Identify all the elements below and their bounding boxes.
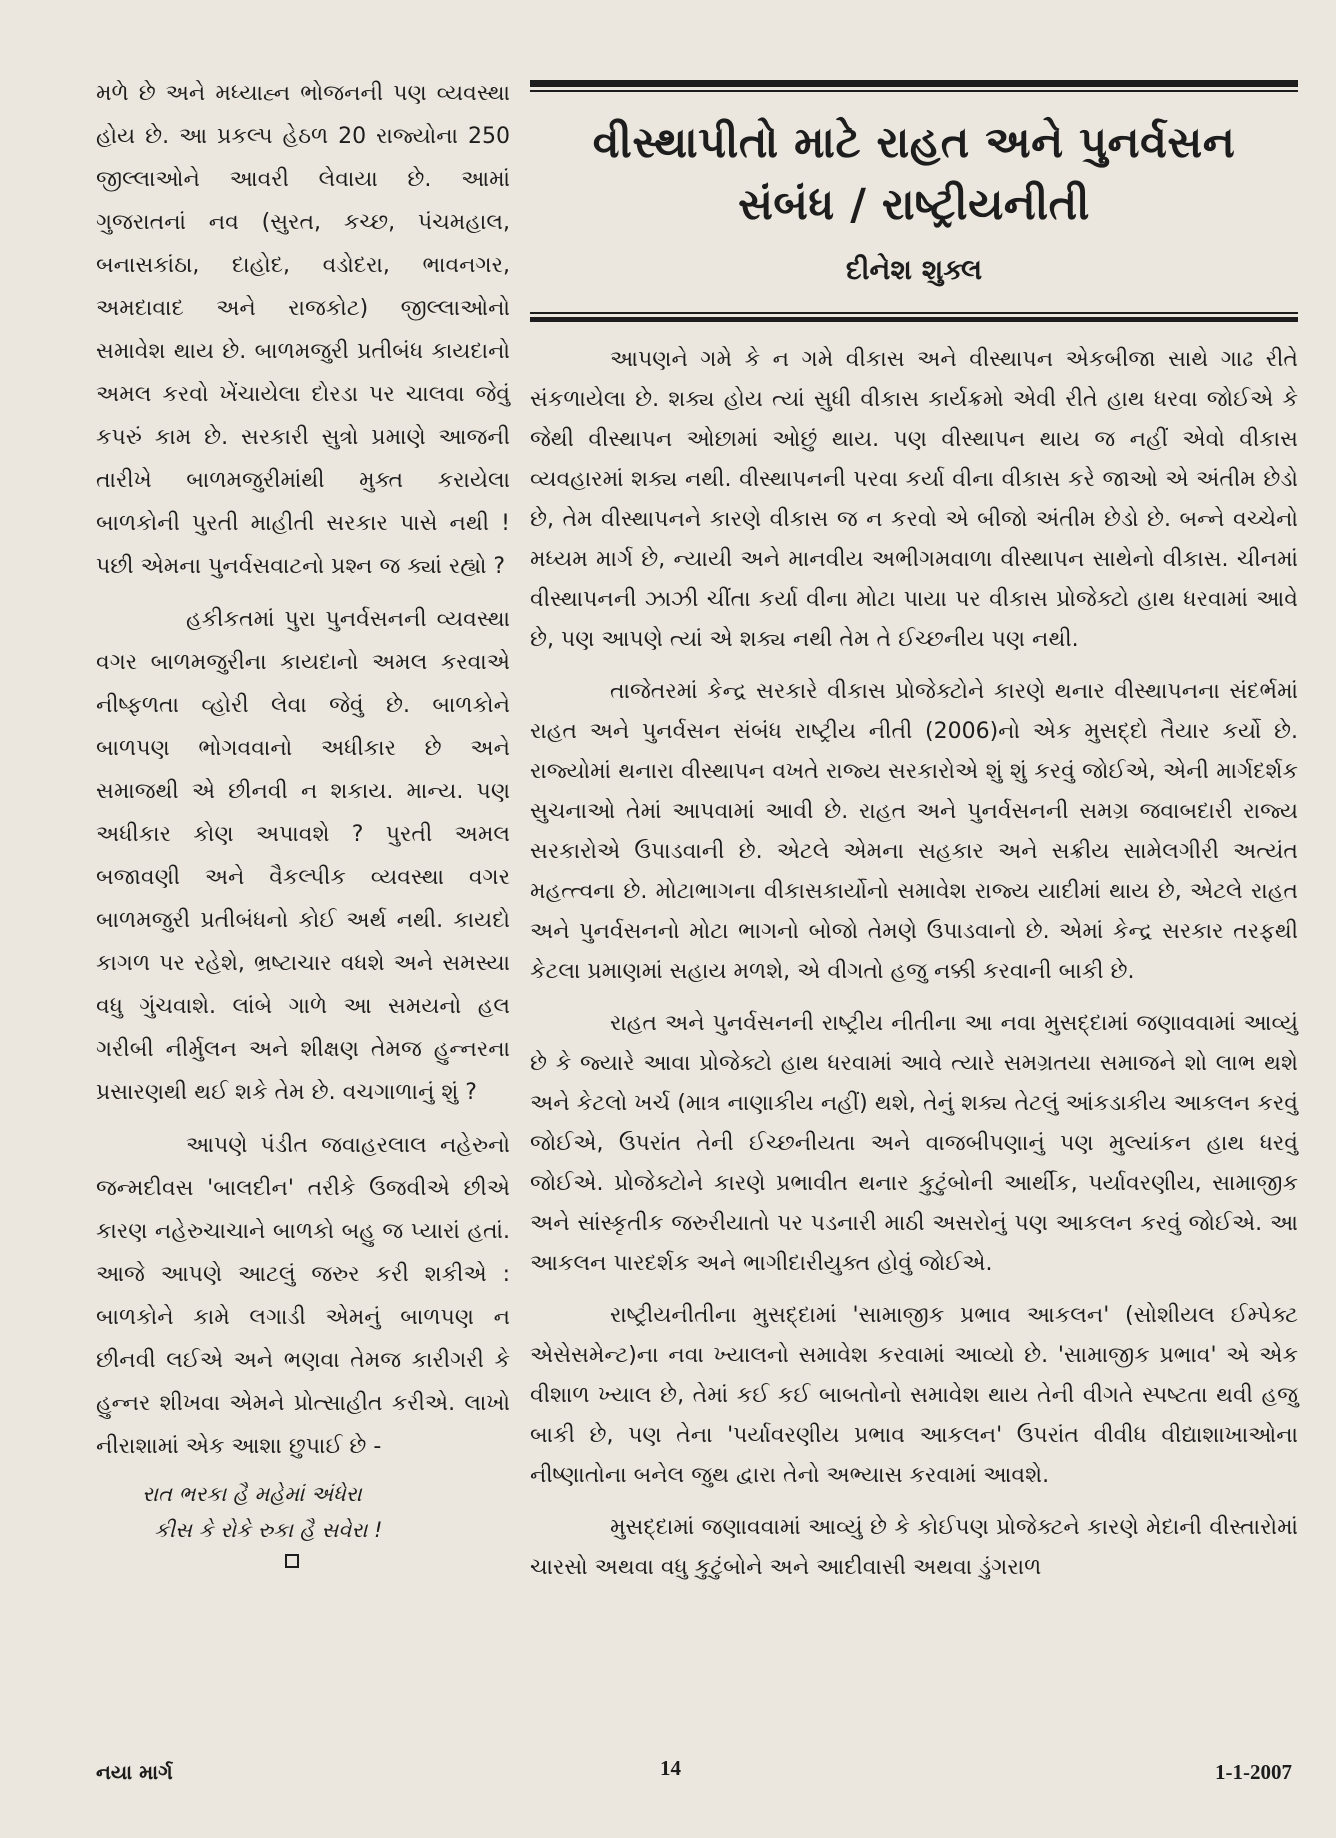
left-paragraph-3: આપણે પંડીત જવાહરલાલ નહેરુનો જન્મદીવસ 'બાલદીન' તરીકે ઉજવીએ છીએ કારણ નહેરુચાચાને બાળકો બહુ જ પ્યારાં હતાં. આજે આપણે આટલું જરુર કરી શકીએ : બાળકોને કામે લગાડી એમનું બાળપણ ન છીનવી લઈએ અને ભણવા તેમજ કારીગરી કે હુન્નર શીખવા એમને પ્રોત્સાહીત કરીએ. લાખો નીરાશામાં એક આશા છુપાઈ છે - bbox=[96, 1133, 510, 1459]
issue-date: 1-1-2007 bbox=[1215, 1760, 1292, 1784]
left-paragraph-1: મળે છે અને મધ્યાહ્ન ભોજનની પણ વ્યવસ્થા હોય છે. આ પ્રકલ્પ હેઠળ 20 રાજ્યોના 250 જીલ્લાઓને આવરી લેવાયા છે. આમાં ગુજરાતનાં નવ (સુરત, કચ્છ, પંચમહાલ, બનાસકાંઠા, દાહોદ, વડોદરા, ભાવનગર, અમદાવાદ અને રાજકોટ) જીલ્લાઓનો સમાવેશ થાય છે. બાળમજુરી પ્રતીબંધ કાયદાનો અમલ કરવો ખેંચાયેલા દોરડા પર ચાલવા જેવું કપરું કામ છે. સરકારી સુત્રો પ્રમાણે આજની તારીખે બાળમજુરીમાંથી મુક્ત કરાયેલા બાળકોની પુરતી માહીતી સરકાર પાસે નથી ! પછી એમના પુનર્વસવાટનો પ્રશ્ન જ ક્યાં રહ્યો ? bbox=[96, 81, 510, 579]
top-rule-thin bbox=[530, 90, 1298, 92]
left-column bbox=[96, 72, 510, 1568]
poem-line-1: રાત ભરકા હૈ મહેમાં અંધેરા bbox=[142, 1482, 362, 1506]
bottom-rule-thick bbox=[530, 317, 1298, 322]
article-paragraph-2: તાજેતરમાં કેન્દ્ર સરકારે વીકાસ પ્રોજેક્ટોને કારણે થનાર વીસ્થાપનના સંદર્ભમાં રાહત અને પુનર્વસન સંબંધ રાષ્ટ્રીય નીતી (2006)નો એક મુસદ્દો તૈયાર કર્યો છે. રાજ્યોમાં થનારા વીસ્થાપન વખતે રાજ્ય સરકારોએ શું શું કરવું જોઈએ, એની માર્ગદર્શક સુચનાઓ તેમાં આપવામાં આવી છે. રાહત અને પુનર્વસનની સમગ્ર જવાબદારી રાજ્ય સરકારોએ ઉપાડવાની છે. એટલે એમના સહકાર અને સક્રીય સામેલગીરી અત્યંત મહત્ત્વના છે. મોટાભાગના વીકાસકાર્યોનો સમાવેશ રાજ્ય યાદીમાં થાય છે, એટલે રાહત અને પુનર્વસનનો મોટા ભાગનો બોજો તેમણે ઉપાડવાનો છે. એમાં કેન્દ્ર સરકાર તરફથી કેટલા પ્રમાણમાં સહાય મળશે, એ વીગતો હજુ નક્કી કરવાની બાકી છે. bbox=[530, 679, 1298, 984]
article bbox=[530, 80, 1298, 1588]
top-rule-thick bbox=[530, 80, 1298, 87]
left-paragraph-2: હકીકતમાં પુરા પુનર્વસનની વ્યવસ્થા વગર બાળમજુરીના કાયદાનો અમલ કરવાએ નીષ્ફળતા વ્હોરી લેવા જેવું છે. બાળકોને બાળપણ ભોગવવાનો અધીકાર છે અને સમાજથી એ છીનવી ન શકાય. માન્ય. પણ અધીકાર કોણ અપાવશે ? પુરતી અમલ બજાવણી અને વૈકલ્પીક વ્યવસ્થા વગર બાળમજુરી પ્રતીબંધનો કોઈ અર્થ નથી. કાયદો કાગળ પર રહેશે, ભ્રષ્ટાચાર વધશે અને સમસ્યા વધુ ગુંચવાશે. લાંબે ગાળે આ સમયનો હલ ગરીબી નીર્મુલન અને શીક્ષણ તેમજ હુન્નરના પ્રસારણથી થઈ શકે તેમ છે. વચગાળાનું શું ? bbox=[96, 607, 510, 1105]
poem-line-2: કીસ કે રોકે રુકા હૈ સવેરા ! bbox=[154, 1518, 383, 1542]
bottom-rule-thin bbox=[530, 312, 1298, 314]
article-title-line-1: વીસ્થાપીતો માટે રાહત અને પુનર્વસન bbox=[592, 118, 1236, 168]
publication-name: નયા માર્ગ bbox=[96, 1760, 173, 1784]
poem bbox=[96, 1476, 510, 1548]
article-title bbox=[530, 112, 1298, 236]
end-square-icon bbox=[285, 1554, 299, 1568]
article-author: દીનેશ શુક્લ bbox=[845, 253, 983, 286]
article-body bbox=[530, 340, 1298, 1588]
page-number: 14 bbox=[660, 1756, 681, 1780]
article-paragraph-1: આપણને ગમે કે ન ગમે વીકાસ અને વીસ્થાપન એકબીજા સાથે ગાઢ રીતે સંકળાયેલા છે. શક્ય હોય ત્યાં સુધી વીકાસ કાર્યક્રમો એવી રીતે હાથ ધરવા જોઈએ કે જેથી વીસ્થાપન ઓછામાં ઓછું થાય. પણ વીસ્થાપન થાય જ નહીં એવો વીકાસ વ્યવહારમાં શક્ય નથી. વીસ્થાપનની પરવા કર્યા વીના વીકાસ કરે જાઓ એ અંતીમ છેડો છે, તેમ વીસ્થાપનને કારણે વીકાસ જ ન કરવો એ બીજો અંતીમ છેડો છે. બન્ને વચ્ચેનો મધ્યમ માર્ગ છે, ન્યાયી અને માનવીય અભીગમવાળા વીસ્થાપન સાથેનો વીકાસ. ચીનમાં વીસ્થાપનની ઝાઝી ચીંતા કર્યા વીના મોટા પાયા પર વીકાસ પ્રોજેક્ટો હાથ ધરવામાં આવે છે, પણ આપણે ત્યાં એ શક્ય નથી તેમ તે ઈચ્છનીય પણ નથી. bbox=[530, 347, 1298, 652]
article-paragraph-3: રાહત અને પુનર્વસનની રાષ્ટ્રીય નીતીના આ નવા મુસદ્દામાં જણાવવામાં આવ્યું છે કે જ્યારે આવા પ્રોજેક્ટો હાથ ધરવામાં આવે ત્યારે સમગ્રતયા સમાજને શો લાભ થશે અને કેટલો ખર્ચ (માત્ર નાણાકીય નહીં) થશે, તેનું શક્ય તેટલું આંકડાકીય આકલન કરવું જોઈએ, ઉપરાંત તેની ઈચ્છનીયતા અને વાજબીપણાનું પણ મુલ્યાંકન હાથ ધરવું જોઈએ. પ્રોજેક્ટોને કારણે પ્રભાવીત થનાર કુટુંબોની આર્થીક, પર્યાવરણીય, સામાજીક અને સાંસ્કૃતીક જરુરીયાતો પર પડનારી માઠી અસરોનું પણ આકલન કરવું જોઈએ. આ આકલન પારદર્શક અને ભાગીદારીયુક્ત હોવું જોઈએ. bbox=[530, 1011, 1298, 1276]
article-title-line-2: સંબંધ / રાષ્ટ્રીયનીતી bbox=[738, 180, 1090, 230]
article-paragraph-5: મુસદ્દામાં જણાવવામાં આવ્યું છે કે કોઈપણ પ્રોજેક્ટને કારણે મેદાની વીસ્તારોમાં ચારસો અથવા વધુ કુટુંબોને અને આદીવાસી અથવા ડુંગરાળ bbox=[530, 1515, 1298, 1580]
article-paragraph-4: રાષ્ટ્રીયનીતીના મુસદ્દામાં 'સામાજીક પ્રભાવ આકલન' (સોશીયલ ઈમ્પેક્ટ એસેસમેન્ટ)ના નવા ખ્યાલનો સમાવેશ કરવામાં આવ્યો છે. 'સામાજીક પ્રભાવ' એ એક વીશાળ ખ્યાલ છે, તેમાં કઈ કઈ બાબતોનો સમાવેશ થાય તેની વીગતે સ્પષ્ટતા થવી હજુ બાકી છે, પણ તેના 'પર્યાવરણીય પ્રભાવ આકલન' ઉપરાંત વીવીધ વીદ્યાશાખાઓના નીષ્ણાતોના બનેલ જુથ દ્વારા તેનો અભ્યાસ કરવામાં આવશે. bbox=[530, 1303, 1298, 1488]
